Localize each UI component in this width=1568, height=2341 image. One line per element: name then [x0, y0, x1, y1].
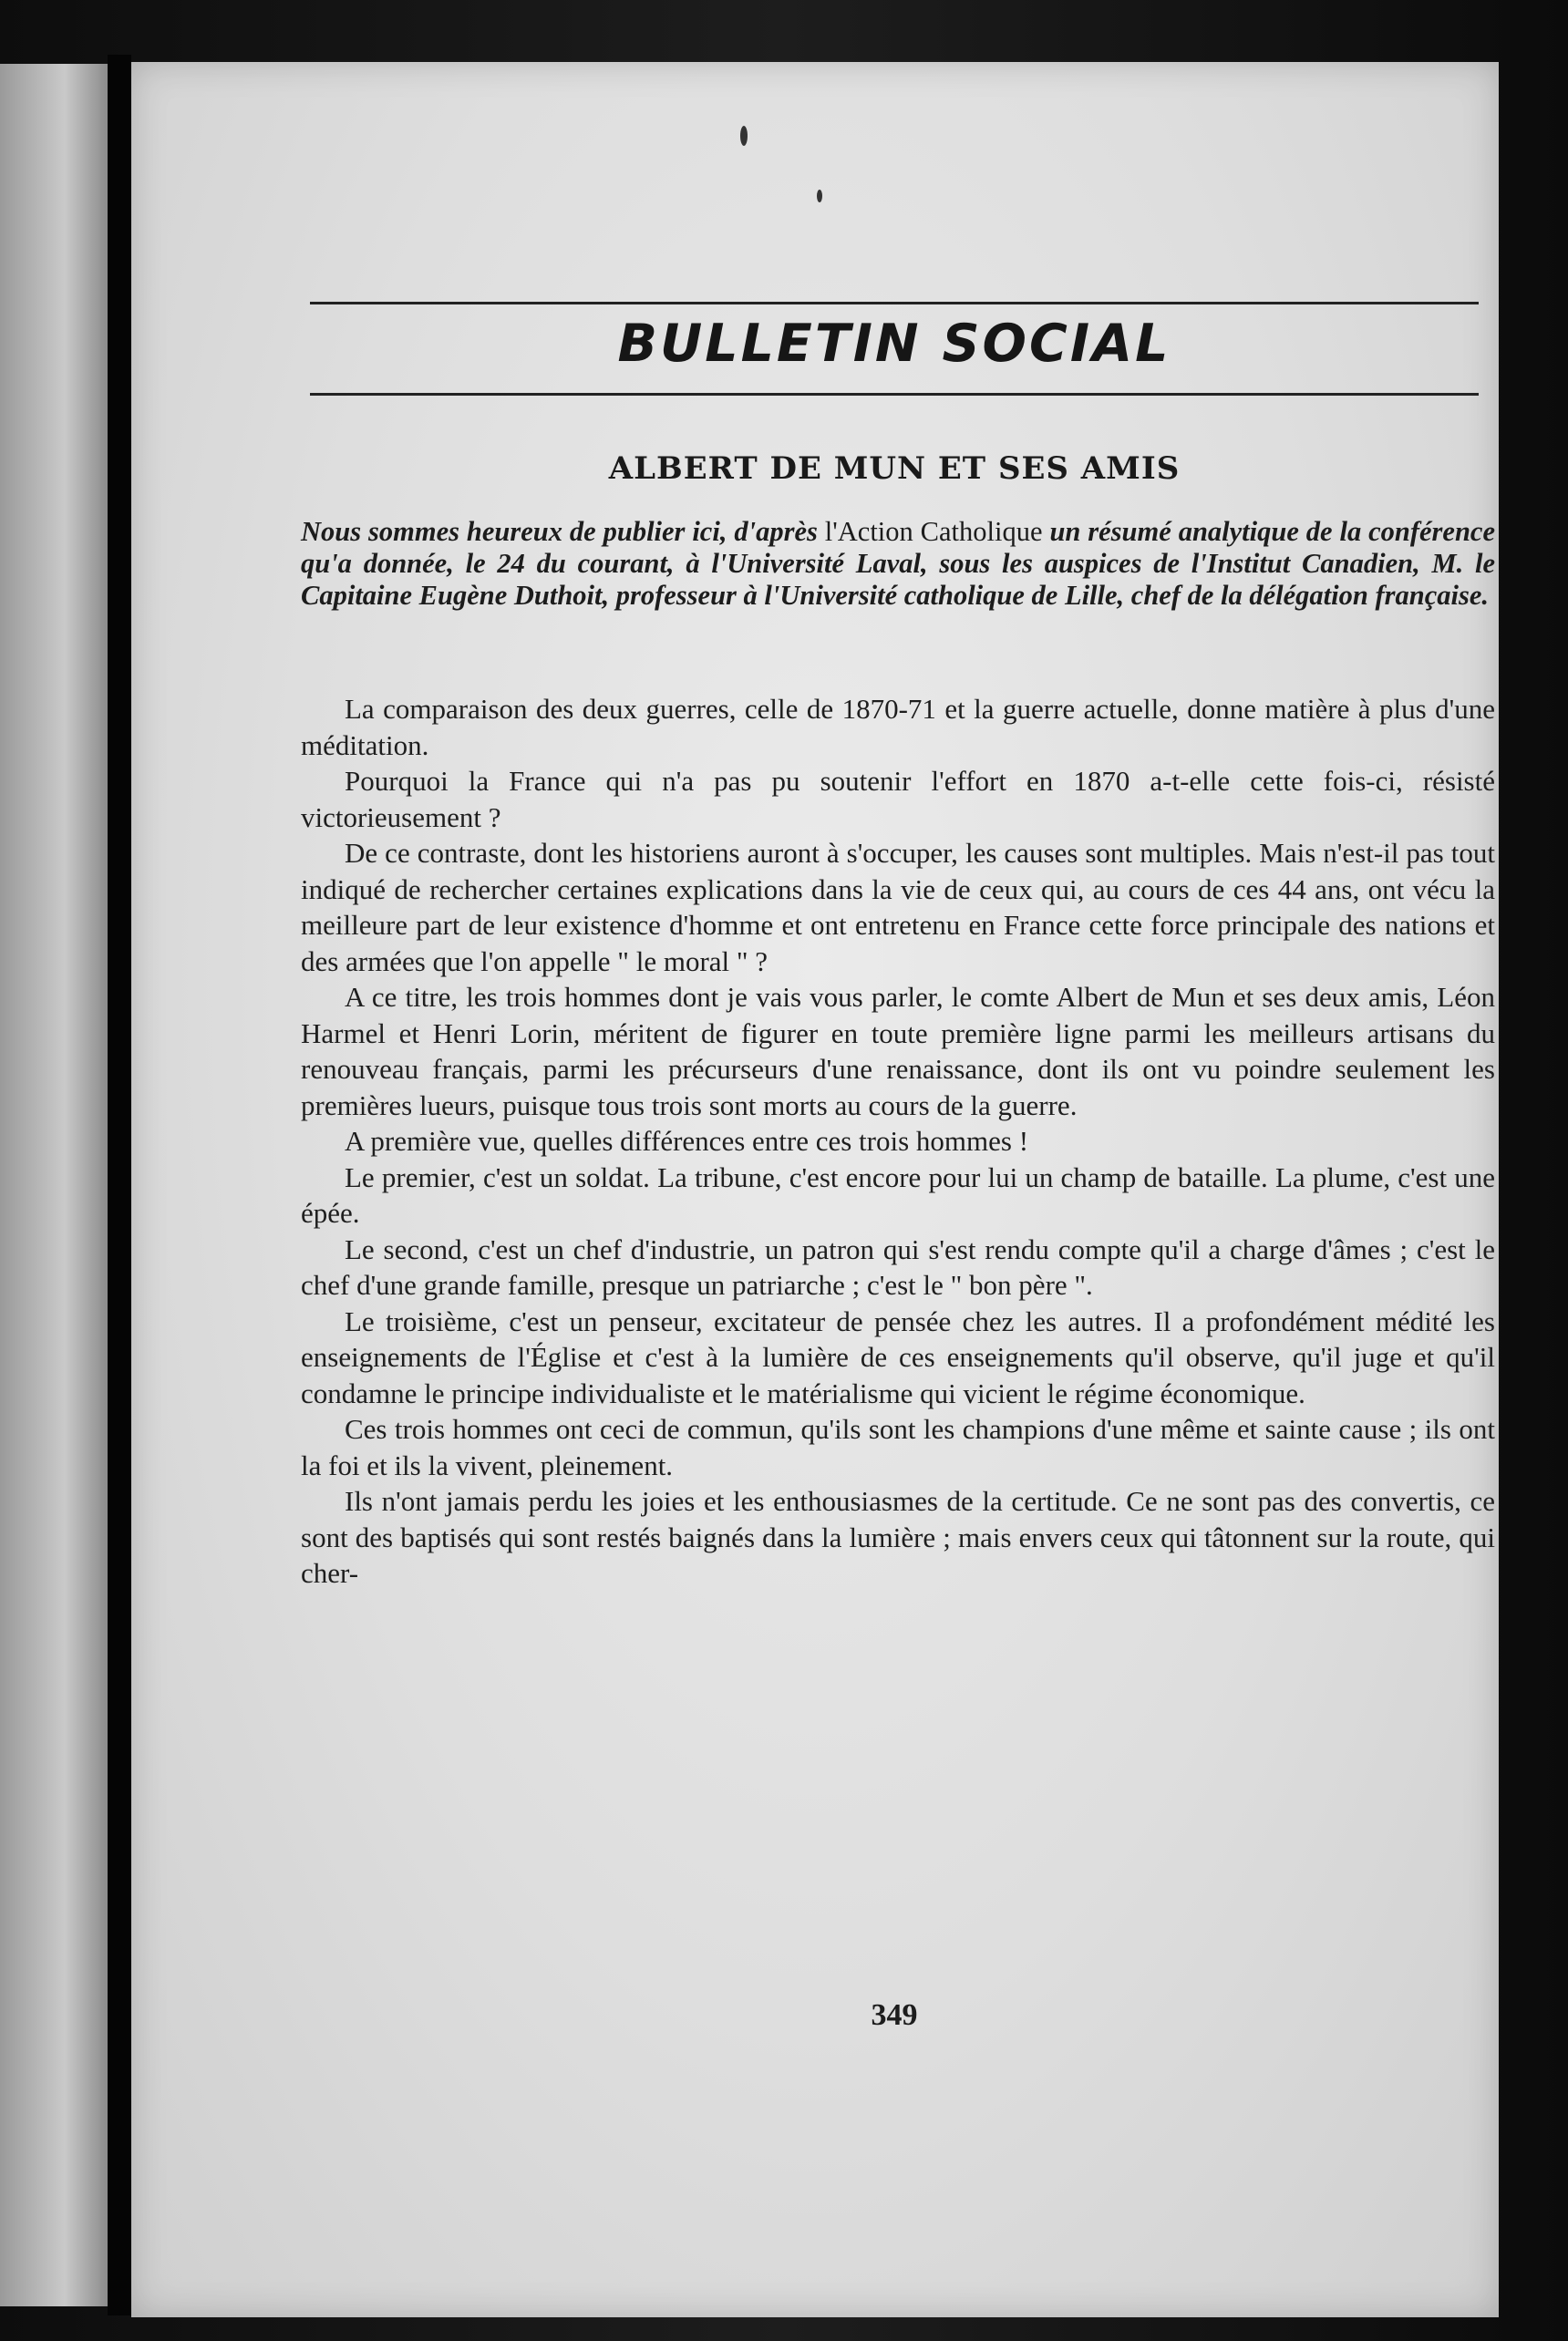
paragraph: Le premier, c'est un soldat. La tribune, c'est encore pour lui un champ de bataille. La plume, c'est une épée. [301, 1160, 1495, 1229]
title-rule-bottom [310, 393, 1479, 396]
page-number: 349 [871, 1998, 918, 2032]
paragraph: De ce contraste, dont les historiens auront à s'occuper, les causes sont multiples. Mais n'est-il pas tout indiqué de rechercher certaines explications dans la vie de ceux qui, au cours de ces 44 ans, ont vécu la meilleure part de leur existence d'homme et ont entretenu en France cette force principale des nations et des armées que l'on appelle " le moral " ? [301, 837, 1495, 977]
adjacent-page-edge [0, 64, 108, 2306]
article-title: ALBERT DE MUN ET SES AMIS [608, 450, 1181, 487]
paragraph: Le second, c'est un chef d'industrie, un patron qui s'est rendu compte qu'il a charge d'âmes ; c'est le chef d'une grande famille, presque un patriarche ; c'est le " bon père ". [301, 1232, 1495, 1301]
article-body [301, 691, 1495, 1592]
paragraph: A ce titre, les trois hommes dont je vais vous parler, le comte Albert de Mun et ses deux amis, Léon Harmel et Henri Lorin, méritent de figurer en toute première ligne parmi les meilleurs artisans du renouveau français, parmi les précurseurs d'une renaissance, dont ils ont vu poindre seulement les premières lueurs, puisque tous trois sont morts au cours de la guerre. [301, 981, 1495, 1121]
paragraph: Ces trois hommes ont ceci de commun, qu'ils sont les champions d'une même et sainte cause ; ils ont la foi et ils la vivent, pleinement. [301, 1413, 1495, 1481]
paragraph: La comparaison des deux guerres, celle de 1870-71 et la guerre actuelle, donne matière à plus d'une méditation. [301, 693, 1495, 761]
page-gutter [108, 55, 131, 2315]
title-rule-top [310, 302, 1479, 304]
intro-source: l'Action Catholique [824, 516, 1043, 547]
dust-speck [817, 190, 822, 202]
intro-text-start: Nous sommes heureux de publier ici, d'après [301, 516, 825, 547]
dust-speck [740, 126, 748, 146]
paragraph: Le troisième, c'est un penseur, excitateur de pensée chez les autres. Il a profondément médité les enseignements de l'Église et c'est à la lumière de ces enseignements qu'il observe, qu'il juge et qu'il condamne le principe individualiste et le matérialisme qui vicient le régime économique. [301, 1305, 1495, 1409]
document-page [131, 62, 1499, 2317]
article-intro [301, 516, 1495, 612]
intro-text-end: un résumé analytique de la conférence qu'a donnée, le 24 du courant, à l'Université Laval, sous les auspices de l'Institut Canadien, M. le Capitaine Eugène Duthoit, professeur à l'Université catholique de Lille, chef de la délégation française. [301, 516, 1495, 611]
section-title: BULLETIN SOCIAL [617, 314, 1171, 374]
paragraph: Pourquoi la France qui n'a pas pu soutenir l'effort en 1870 a-t-elle cette fois-ci, résisté victorieusement ? [301, 765, 1495, 833]
paragraph: Ils n'ont jamais perdu les joies et les enthousiasmes de la certitude. Ce ne sont pas des convertis, ce sont des baptisés qui sont restés baignés dans la lumière ; mais envers ceux qui tâtonnent sur la route, qui cher- [301, 1485, 1495, 1589]
paragraph: A première vue, quelles différences entre ces trois hommes ! [345, 1125, 1029, 1157]
